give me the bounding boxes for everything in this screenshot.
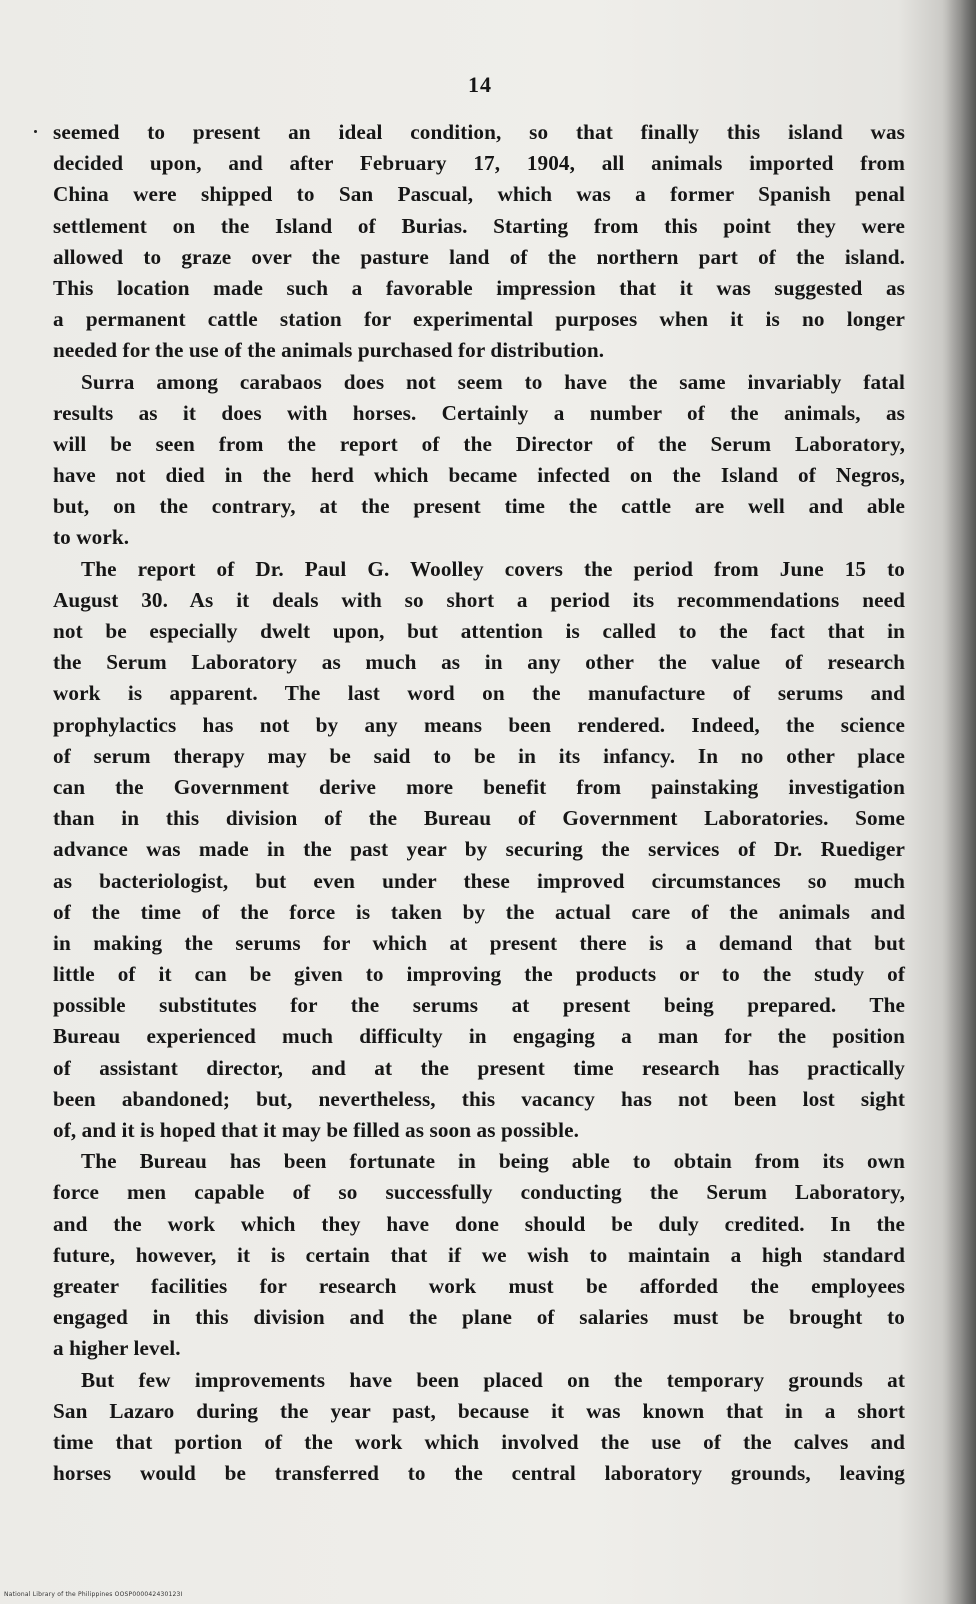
text-line: San Lazaro during the year past, because it was known that in a short: [53, 1398, 905, 1423]
page-edge-shadow: [942, 0, 976, 1604]
text-line: possible substitutes for the serums at present being prepared. The: [53, 993, 905, 1018]
text-line: force men capable of so successfully conducting the Serum Laboratory,: [53, 1180, 905, 1205]
text-line: of serum therapy may be said to be in its infancy. In no other place: [53, 743, 905, 768]
text-line: engaged in this division and the plane of salaries must be brought to: [53, 1305, 905, 1330]
text-line: a permanent cattle station for experimental purposes when it is no longer: [53, 307, 905, 332]
text-line: horses would be transferred to the central laboratory grounds, leaving: [53, 1461, 905, 1486]
text-line: a higher level.: [53, 1336, 181, 1361]
text-line: August 30. As it deals with so short a period its recommendations need: [53, 587, 905, 612]
text-line: little of it can be given to improving the products or to the study of: [53, 962, 905, 987]
text-line: Surra among carabaos does not seem to have the same invariably fatal: [81, 369, 905, 394]
body-text: [53, 117, 905, 1489]
archive-stamp: National Library of the Philippines OOSP000042430123I: [4, 1591, 183, 1598]
text-line: of assistant director, and at the present time research has practically: [53, 1055, 905, 1080]
text-line: But few improvements have been placed on the temporary grounds at: [81, 1367, 905, 1392]
text-line: have not died in the herd which became infected on the Island of Negros,: [53, 463, 905, 488]
text-line: allowed to graze over the pasture land of the northern part of the island.: [53, 244, 905, 269]
text-line: advance was made in the past year by securing the services of Dr. Ruediger: [53, 837, 905, 862]
text-line: China were shipped to San Pascual, which was a former Spanish penal: [53, 182, 905, 207]
text-line: will be seen from the report of the Director of the Serum Laboratory,: [53, 431, 905, 456]
text-line: but, on the contrary, at the present time the cattle are well and able: [53, 494, 905, 519]
text-line: can the Government derive more benefit from painstaking investigation: [53, 774, 905, 799]
text-line: of the time of the force is taken by the actual care of the animals and: [53, 899, 905, 924]
text-line: seemed to present an ideal condition, so that finally this island was: [53, 120, 905, 144]
text-line: of, and it is hoped that it may be filled as soon as possible.: [53, 1118, 579, 1142]
text-line: time that portion of the work which involved the use of the calves and: [53, 1429, 905, 1454]
text-line: as bacteriologist, but even under these improved circumstances so much: [53, 868, 905, 893]
text-line: settlement on the Island of Burias. Starting from this point they were: [53, 213, 905, 238]
text-line: needed for the use of the animals purchased for distribution.: [53, 338, 605, 363]
text-line: work is apparent. The last word on the manufacture of serums and: [53, 681, 905, 706]
text-line: in making the serums for which at present there is a demand that but: [53, 930, 905, 955]
text-line: results as it does with horses. Certainly a number of the animals, as: [53, 400, 905, 425]
text-line: the Serum Laboratory as much as in any other the value of research: [53, 650, 905, 675]
text-line: prophylactics has not by any means been rendered. Indeed, the science: [53, 712, 905, 737]
text-line: The Bureau has been fortunate in being able to obtain from its own: [81, 1149, 905, 1174]
text-line: not be especially dwelt upon, but attention is called to the fact that in: [53, 619, 905, 643]
text-line: decided upon, and after February 17, 1904, all animals imported from: [53, 151, 905, 176]
text-line: This location made such a favorable impression that it was suggested as: [53, 275, 905, 300]
text-line: future, however, it is certain that if we wish to maintain a high standard: [53, 1242, 905, 1267]
text-line: than in this division of the Bureau of Government Laboratories. Some: [53, 806, 905, 831]
text-line: been abandoned; but, nevertheless, this vacancy has not been lost sight: [53, 1086, 905, 1111]
text-line: and the work which they have done should be duly credited. In the: [53, 1211, 905, 1236]
page-number: 14: [468, 72, 492, 97]
text-line: Bureau experienced much difficulty in engaging a man for the position: [53, 1024, 905, 1049]
text-line: to work.: [53, 525, 130, 550]
text-line: greater facilities for research work must be afforded the employees: [53, 1273, 905, 1298]
text-line: The report of Dr. Paul G. Woolley covers the period from June 15 to: [81, 556, 905, 581]
ink-speck: [34, 130, 37, 133]
